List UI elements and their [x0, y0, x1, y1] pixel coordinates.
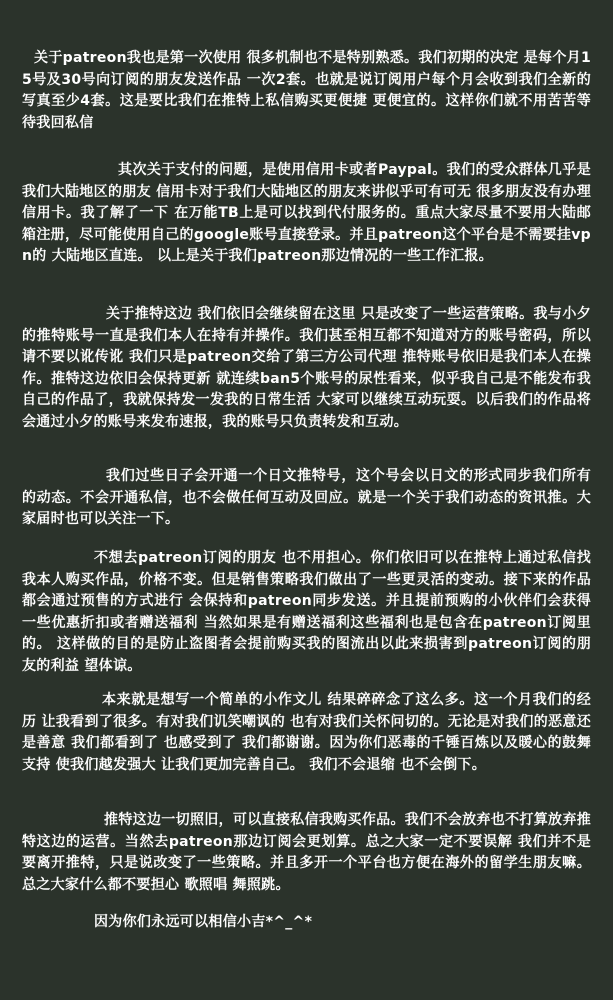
paragraph-reflection: 本来就是想写一个简单的小作文儿 结果碎碎念了这么多。这一个月我们的经历 让我看到了很多。有对我们讥笑嘲讽的 也有对我们关怀问切的。无论是对我们的恶意还是善意 我们都看到了 也感受到了 我们都谢谢。因为你们恶毒的千锤百炼以及暖心的鼓舞支持 使我们越发强大 让我们更加完善自己。 我们不会退缩 也不会倒下。 — [22, 692, 591, 773]
paragraph-japanese-account: 我们过些日子会开通一个日文推特号，这个号会以日文的形式同步我们所有的动态。不会开通私信，也不会做任何互动及回应。就是一个关于我们动态的资讯推。大家届时也可以关注一下。 — [22, 468, 591, 528]
paragraph-direct-purchase: 不想去patreon订阅的朋友 也不用担心。你们依旧可以在推特上通过私信找我本人购买作品，价格不变。但是销售策略我们做出了一些更灵活的变动。接下来的作品都会通过预售的方式进行 会保持和patreon同步发送。并且提前预购的小伙伴们会获得一些优惠折扣或者赠送福利 当然如果是有赠送福利这些福利也是包含在patreon订阅里的。 这样做的目的是防止盗图者会提前购买我的图流出以此来损害到patreon订阅的朋友的利益 望体谅。 — [22, 550, 591, 674]
paragraph-payment: 其次关于支付的问题，是使用信用卡或者Paypal。我们的受众群体几乎是我们大陆地区的朋友 信用卡对于我们大陆地区的朋友来讲似乎可有可无 很多朋友没有办理信用卡。我了解了一下 在万能TB上是可以找到代付服务的。重点大家尽量不要用大陆邮箱注册，尽可能使用自己的google账号直接登录。并且patreon这个平台是不需要挂vpn的 大陆地区直连。 以上是关于我们patreon那边情况的一些工作汇报。 — [22, 162, 591, 265]
paragraph-twitter-strategy: 关于推特这边 我们依旧会继续留在这里 只是改变了一些运营策略。我与小夕的推特账号一直是我们本人在持有并操作。我们甚至相互都不知道对方的账号密码，所以请不要以讹传讹 我们只是patreon交给了第三方公司代理 推特账号依旧是我们本人在操作。推特这边依旧会保持更新 就连续ban5个账号的尿性看来，似乎我自己是不能发布我自己的作品了，我就保持发一发我的日常生活 大家可以继续互动玩耍。以后我们的作品将会通过小夕的账号来发布速报，我的账号只负责转发和互动。 — [22, 306, 591, 430]
paragraph-patreon-schedule: 关于patreon我也是第一次使用 很多机制也不是特别熟悉。我们初期的决定 是每个月15号及30号向订阅的朋友发送作品 一次2套。也就是说订阅用户每个月会收到我们全新的写真至少4套。这是要比我们在推特上私信购买更便捷 更便宜的。这样你们就不用苦苦等待我回私信 — [22, 50, 591, 131]
paragraph-twitter-continues: 推特这边一切照旧，可以直接私信我购买作品。我们不会放弃也不打算放弃推特这边的运营。当然去patreon那边订阅会更划算。总之大家一定不要误解 我们并不是要离开推特，只是说改变了一些策略。并且多开一个平台也方便在海外的留学生朋友嘛。总之大家什么都不要担心 歌照唱 舞照跳。 — [22, 812, 591, 893]
paragraph-closing: 因为你们永远可以相信小吉*^_^* — [94, 914, 313, 930]
